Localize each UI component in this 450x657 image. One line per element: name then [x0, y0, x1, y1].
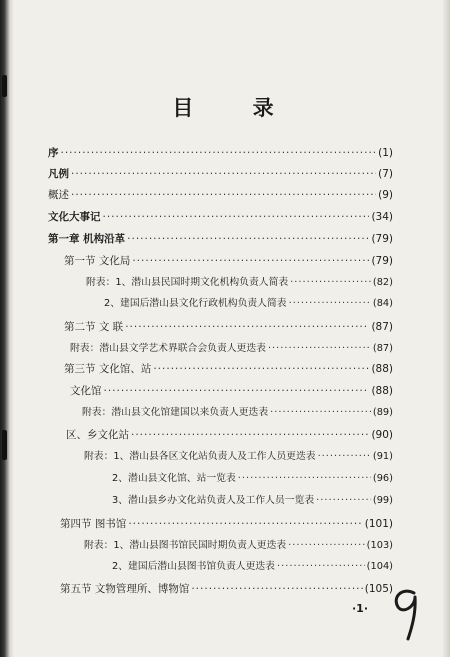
toc-entry-page: (90)	[371, 429, 393, 441]
toc-entry-label: 附表：潜山县文学艺术界联合会负责人更迭表	[70, 343, 266, 354]
toc-entry-page: (88)	[371, 385, 393, 397]
dot-leader	[288, 539, 364, 553]
toc-entry[interactable]	[48, 232, 393, 246]
toc-entry[interactable]	[84, 450, 393, 464]
toc-entry[interactable]	[66, 428, 393, 442]
dot-leader	[103, 210, 370, 224]
toc-entry[interactable]	[70, 342, 393, 356]
dot-leader	[316, 494, 371, 508]
dot-leader	[318, 450, 371, 464]
toc-entry-label: 第四节 图书馆	[60, 518, 127, 530]
toc-entry[interactable]	[70, 384, 393, 398]
dot-leader	[191, 582, 362, 596]
dot-leader	[125, 320, 369, 334]
toc-entry-page: (9)	[378, 189, 393, 201]
dot-leader	[289, 297, 371, 311]
toc-entry-label: 附表：1、潜山县各区文化站负责人及工作人员更迭表	[84, 451, 316, 462]
toc-entry-page: (84)	[372, 298, 393, 309]
dot-leader	[71, 188, 376, 202]
toc-entry[interactable]	[60, 517, 393, 531]
toc-entry-page: (91)	[372, 451, 393, 462]
dot-leader	[270, 406, 371, 420]
toc-entry-page: (103)	[366, 540, 393, 551]
toc-entry[interactable]	[48, 167, 393, 181]
dot-leader	[131, 428, 369, 442]
toc-entry-page: (101)	[364, 518, 393, 530]
toc-entry-label: 第一章 机构沿革	[48, 233, 126, 245]
toc-entry-page: (89)	[372, 407, 393, 418]
toc-entry[interactable]	[64, 362, 393, 376]
toc-entry[interactable]	[48, 146, 393, 160]
toc-entry-label: 凡例	[48, 168, 69, 180]
toc-entry-page: (82)	[372, 277, 393, 288]
toc-entry-label: 2、建国后潜山县文化行政机构负责人简表	[104, 298, 287, 309]
toc-entry-page: (87)	[372, 343, 393, 354]
toc-entry[interactable]	[86, 276, 393, 290]
toc-entry-label: 第三节 文化馆、站	[64, 363, 152, 375]
toc-entry[interactable]	[48, 210, 393, 224]
dot-leader	[238, 472, 371, 486]
toc-entry[interactable]	[112, 472, 393, 486]
toc-entry-page: (99)	[372, 495, 393, 506]
toc-entry-page: (79)	[371, 255, 393, 267]
dot-leader	[153, 362, 369, 376]
toc-entry-label: 概述	[48, 189, 69, 201]
toc-entry-page: (34)	[371, 211, 393, 223]
toc-entry-label: 附表：1、潜山县图书馆民国时期负责人更迭表	[84, 540, 287, 551]
dot-leader	[127, 232, 369, 246]
handwritten-mark	[388, 583, 428, 643]
toc-entry-page: (87)	[371, 321, 393, 333]
dot-leader	[277, 560, 365, 574]
toc-entry-label: 2、建国后潜山县图书馆负责人更迭表	[112, 561, 275, 572]
toc-entry-page: (1)	[378, 147, 393, 159]
toc-entry-page: (104)	[366, 561, 393, 572]
dot-leader	[290, 276, 371, 290]
toc-entry-page: (96)	[372, 473, 393, 484]
dot-leader	[132, 254, 369, 268]
toc-entry[interactable]	[60, 582, 393, 596]
toc-entry-label: 区、乡文化站	[66, 429, 129, 441]
toc-entry[interactable]	[104, 297, 393, 311]
toc-entry-label: 序	[48, 147, 59, 159]
toc-entry-label: 文化馆	[70, 385, 102, 397]
page-number: ·1·	[352, 602, 369, 615]
toc-entry-page: (7)	[378, 168, 393, 180]
toc-entry-label: 第一节 文化局	[64, 255, 131, 267]
dot-leader	[128, 517, 362, 531]
toc-entry-page: (79)	[371, 233, 393, 245]
dot-leader	[268, 342, 371, 356]
toc-entry[interactable]	[112, 494, 393, 508]
toc-entry[interactable]	[84, 539, 393, 553]
toc-entry[interactable]	[48, 188, 393, 202]
page-title: 目 录	[172, 96, 300, 120]
toc-entry-label: 第二节 文 联	[64, 321, 124, 333]
toc-entry[interactable]	[64, 254, 393, 268]
toc-entry-label: 第五节 文物管理所、博物馆	[60, 583, 190, 595]
toc-entry-label: 附表：1、潜山县民国时期文化机构负责人简表	[86, 277, 289, 288]
toc-entry-label: 3、潜山县乡办文化站负责人及工作人员一览表	[112, 495, 315, 506]
toc-entry-page: (105)	[364, 583, 393, 595]
toc-entry-label: 附表：潜山县文化馆建国以来负责人更迭表	[82, 407, 269, 418]
toc-entry-label: 2、潜山县文化馆、站一览表	[112, 473, 236, 484]
dot-leader	[61, 146, 377, 160]
toc-entry[interactable]	[112, 560, 393, 574]
toc-entry[interactable]	[64, 320, 393, 334]
toc-entry-page: (88)	[371, 363, 393, 375]
toc-entry-label: 文化大事记	[48, 211, 101, 223]
dot-leader	[104, 384, 370, 398]
dot-leader	[71, 167, 376, 181]
toc-entry[interactable]	[82, 406, 393, 420]
